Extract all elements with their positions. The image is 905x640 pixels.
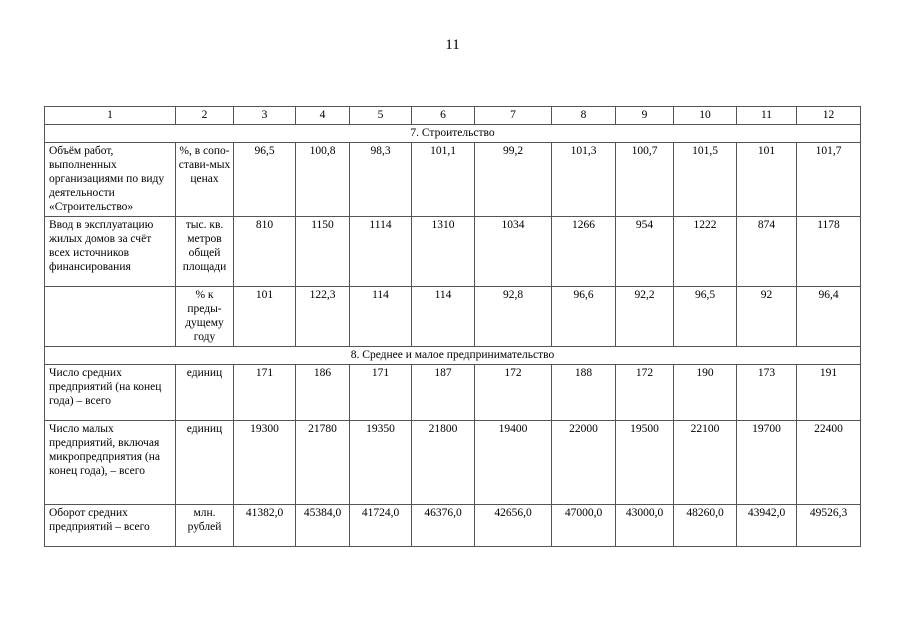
section-title-row [45,347,861,365]
value-cell: 1034 [475,217,552,287]
value-cell: 19300 [234,421,296,505]
value-cell: 46376,0 [412,505,475,547]
value-cell: 188 [552,365,616,421]
value-cell: 1310 [412,217,475,287]
table-row [45,143,861,217]
unit-cell: млн. рублей [176,505,234,547]
value-cell: 191 [797,365,861,421]
value-cell: 19700 [737,421,797,505]
value-cell: 173 [737,365,797,421]
value-cell: 96,4 [797,287,861,347]
value-cell: 98,3 [350,143,412,217]
value-cell: 101 [234,287,296,347]
statistics-table [44,106,861,547]
value-cell: 99,2 [475,143,552,217]
value-cell: 47000,0 [552,505,616,547]
value-cell: 101,7 [797,143,861,217]
page-number: 11 [445,37,460,53]
table-row [45,421,861,505]
value-cell: 101,3 [552,143,616,217]
unit-cell: единиц [176,421,234,505]
indicator-label: Число средних предприятий (на конец года) – всего [45,365,176,421]
column-number: 10 [674,107,737,125]
value-cell: 43000,0 [616,505,674,547]
indicator-label: Ввод в эксплуатацию жилых домов за счёт всех источников финансирования [45,217,176,287]
value-cell: 1266 [552,217,616,287]
unit-cell: тыс. кв. метров общей площади [176,217,234,287]
value-cell: 48260,0 [674,505,737,547]
value-cell: 21780 [296,421,350,505]
value-cell: 45384,0 [296,505,350,547]
value-cell: 96,5 [674,287,737,347]
section-title: 8. Среднее и малое предпринимательство [45,347,861,365]
value-cell: 171 [234,365,296,421]
column-number: 6 [412,107,475,125]
unit-cell: единиц [176,365,234,421]
value-cell: 1114 [350,217,412,287]
value-cell: 172 [616,365,674,421]
value-cell: 19500 [616,421,674,505]
column-number: 7 [475,107,552,125]
column-number: 3 [234,107,296,125]
table-row [45,505,861,547]
value-cell: 92,8 [475,287,552,347]
indicator-label: Число малых предприятий, включая микропредприятия (на конец года), – всего [45,421,176,505]
section-title: 7. Строительство [45,125,861,143]
indicator-label: Объём работ, выполненных организациями по виду деятельности «Строительство» [45,143,176,217]
indicator-label: Оборот средних предприятий – всего [45,505,176,547]
table-row [45,217,861,287]
value-cell: 92,2 [616,287,674,347]
column-number: 8 [552,107,616,125]
column-number: 5 [350,107,412,125]
value-cell: 96,6 [552,287,616,347]
value-cell: 114 [350,287,412,347]
column-number: 1 [45,107,176,125]
column-number: 4 [296,107,350,125]
value-cell: 96,5 [234,143,296,217]
value-cell: 122,3 [296,287,350,347]
value-cell: 22000 [552,421,616,505]
value-cell: 100,7 [616,143,674,217]
value-cell: 101,1 [412,143,475,217]
value-cell: 92 [737,287,797,347]
value-cell: 114 [412,287,475,347]
value-cell: 1150 [296,217,350,287]
value-cell: 101,5 [674,143,737,217]
value-cell: 22400 [797,421,861,505]
value-cell: 171 [350,365,412,421]
value-cell: 874 [737,217,797,287]
column-number-row [45,107,861,125]
value-cell: 41382,0 [234,505,296,547]
value-cell: 42656,0 [475,505,552,547]
value-cell: 21800 [412,421,475,505]
value-cell: 186 [296,365,350,421]
value-cell: 810 [234,217,296,287]
value-cell: 43942,0 [737,505,797,547]
section-title-row [45,125,861,143]
value-cell: 22100 [674,421,737,505]
value-cell: 100,8 [296,143,350,217]
table-row [45,287,861,347]
value-cell: 172 [475,365,552,421]
table-body [45,107,861,547]
value-cell: 1178 [797,217,861,287]
value-cell: 1222 [674,217,737,287]
indicator-label [45,287,176,347]
table-row [45,365,861,421]
unit-cell: % к преды-дущему году [176,287,234,347]
column-number: 2 [176,107,234,125]
unit-cell: %, в сопо-стави-мых ценах [176,143,234,217]
value-cell: 41724,0 [350,505,412,547]
value-cell: 190 [674,365,737,421]
value-cell: 187 [412,365,475,421]
value-cell: 19350 [350,421,412,505]
value-cell: 49526,3 [797,505,861,547]
value-cell: 19400 [475,421,552,505]
value-cell: 101 [737,143,797,217]
column-number: 11 [737,107,797,125]
column-number: 9 [616,107,674,125]
value-cell: 954 [616,217,674,287]
column-number: 12 [797,107,861,125]
